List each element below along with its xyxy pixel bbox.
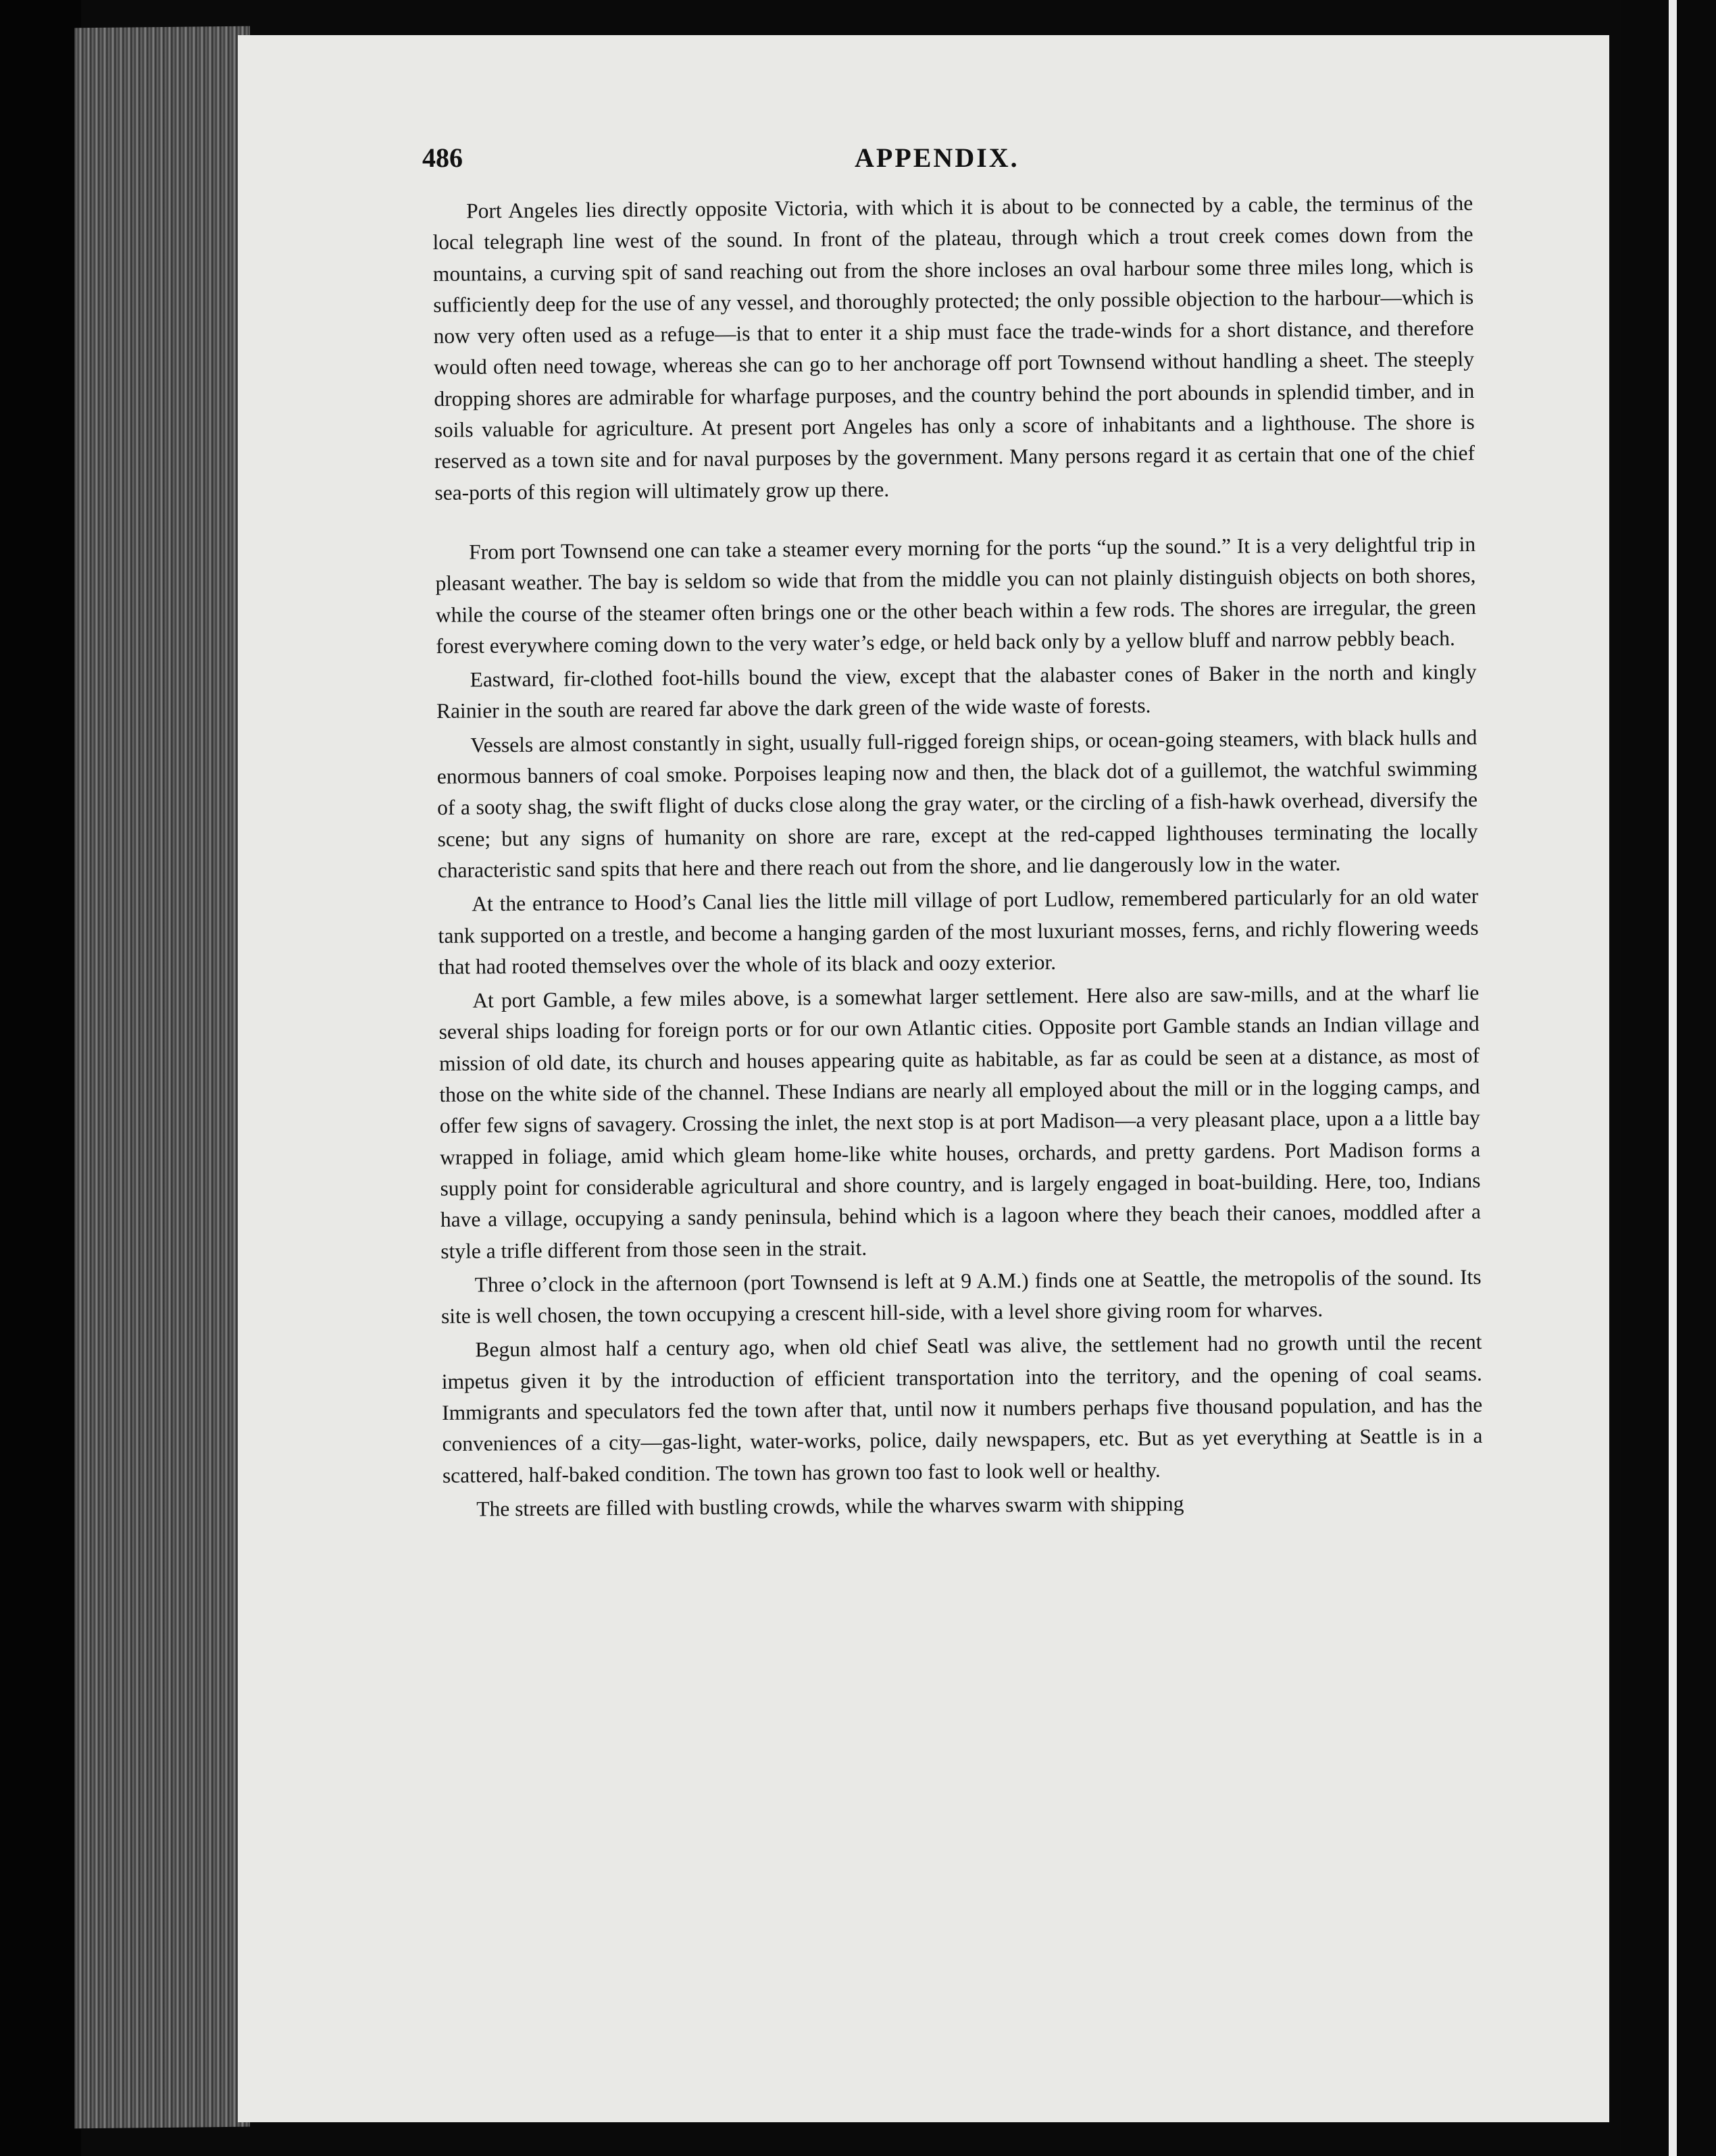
page-header: [422, 142, 1476, 182]
page-number: 486: [422, 143, 463, 173]
paragraph-seattle-growth: Begun almost half a century ago, when old chief Seatl was alive, the settlement had no growth until the recent impetus given it by the introduction of efficient transportation into the territory, and the opening of coal seams. Immigrants and speculators fed the town after that, until now it numbers perhaps five thousand population, and has the conveniences of a city—gas-light, water-works, police, daily newspapers, etc. But as yet everything at Seattle is in a scattered, half-baked condition. The town has grown too fast to look well or healthy.: [441, 1330, 1483, 1487]
paragraph-streets: The streets are filled with bustling crowds, while the wharves swarm with shipping: [476, 1491, 1184, 1521]
paragraph-eastward: Eastward, fir-clothed foot-hills bound the view, except that the alabaster cones of Baker in the north and kingly Rainier in the south are reared far above the dark green of the wide waste of forests.: [436, 660, 1477, 723]
scan-background-left: [0, 0, 81, 2156]
paragraph-vessels: Vessels are almost constantly in sight, usually full-rigged foreign ships, or ocean-going steamers, with black hulls and enormous banners of coal smoke. Porpoises leaping now and then, the black dot of a guillemot, the watchful swimming of a sooty shag, the swift flight of ducks close along the gray water, or the circling of a fish-hawk overhead, diversify the scene; but any signs of humanity on shore are rare, except at the red-capped lighthouses terminating the locally characteristic sand spits that here and there reach out from the shore, and lie dangerously low in the water.: [436, 725, 1478, 882]
book-page-edges: [74, 26, 250, 2129]
paragraph-port-gamble: At port Gamble, a few miles above, is a somewhat larger settlement. Here also are saw-mills, and at the wharf lie several ships loading for foreign ports or for our own Atlantic cities. Opposite port Gamble stands an Indian village and mission of old date, its church and houses appearing quite as habitable, as far as could be seen at a distance, as most of those on the white side of the channel. These Indians are nearly all employed about the mill or in the logging camps, and offer few signs of savagery. Crossing the inlet, the next stop is at port Madison—a very pleasant place, upon a a little bay wrapped in foliage, amid which gleam home-like white houses, orchards, and pretty gardens. Port Madison forms a supply point for considerable agricultural and shore country, and is largely engaged in boat-building. Here, too, Indians have a village, occupying a sandy peninsula, behind which is a lagoon where they beach their canoes, moddled after a style a trifle different from those seen in the strait.: [438, 980, 1481, 1263]
body-text: [432, 188, 1483, 1525]
running-head: APPENDIX.: [855, 143, 1019, 173]
paragraph-up-the-sound: From port Townsend one can take a steamer every morning for the ports “up the sound.” It is a very delightful trip in pleasant weather. The bay is seldom so wide that from the middle you can not plainly distinguish objects on both shores, while the course of the steamer often brings one or the other beach within a few rods. The shores are irregular, the green forest everywhere coming down to the very water’s edge, or held back only by a yellow bluff and narrow pebbly beach.: [435, 532, 1476, 658]
next-page-edge: [1669, 0, 1677, 2156]
paragraph-port-angeles: Port Angeles lies directly opposite Victoria, with which it is about to be connected by a cable, the terminus of the local telegraph line west of the sound. In front of the plateau, through which a trout creek comes down from the mountains, a curving spit of sand reaching out from the shore incloses an oval harbour some three miles long, which is sufficiently deep for the use of any vessel, and thoroughly protected; the only possible objection to the harbour—which is now very often used as a refuge—is that to enter it a ship must face the trade-winds for a short distance, and therefore would often need towage, whereas she can go to her anchorage off port Townsend without handling a sheet. The steeply dropping shores are admirable for wharfage purposes, and the country behind the port abounds in splendid timber, and in soils valuable for agriculture. At present port Angeles has only a score of inhabitants and a lighthouse. The shore is reserved as a town site and for naval purposes by the government. Many persons regard it as certain that one of the chief sea-ports of this region will ultimately grow up there.: [432, 190, 1475, 505]
paragraph-seattle: Three o’clock in the afternoon (port Townsend is left at 9 A.M.) finds one at Seattle, the metropolis of the sound. Its site is well chosen, the town occupying a crescent hill-side, with a level shore giving room for wharves.: [440, 1264, 1482, 1329]
paragraph-port-ludlow: At the entrance to Hood’s Canal lies the little mill village of port Ludlow, remembered particularly for an old water tank supported on a trestle, and become a hanging garden of the most luxuriant mosses, ferns, and richly flowering weeds that had rooted themselves over the whole of its black and oozy exterior.: [438, 884, 1479, 979]
